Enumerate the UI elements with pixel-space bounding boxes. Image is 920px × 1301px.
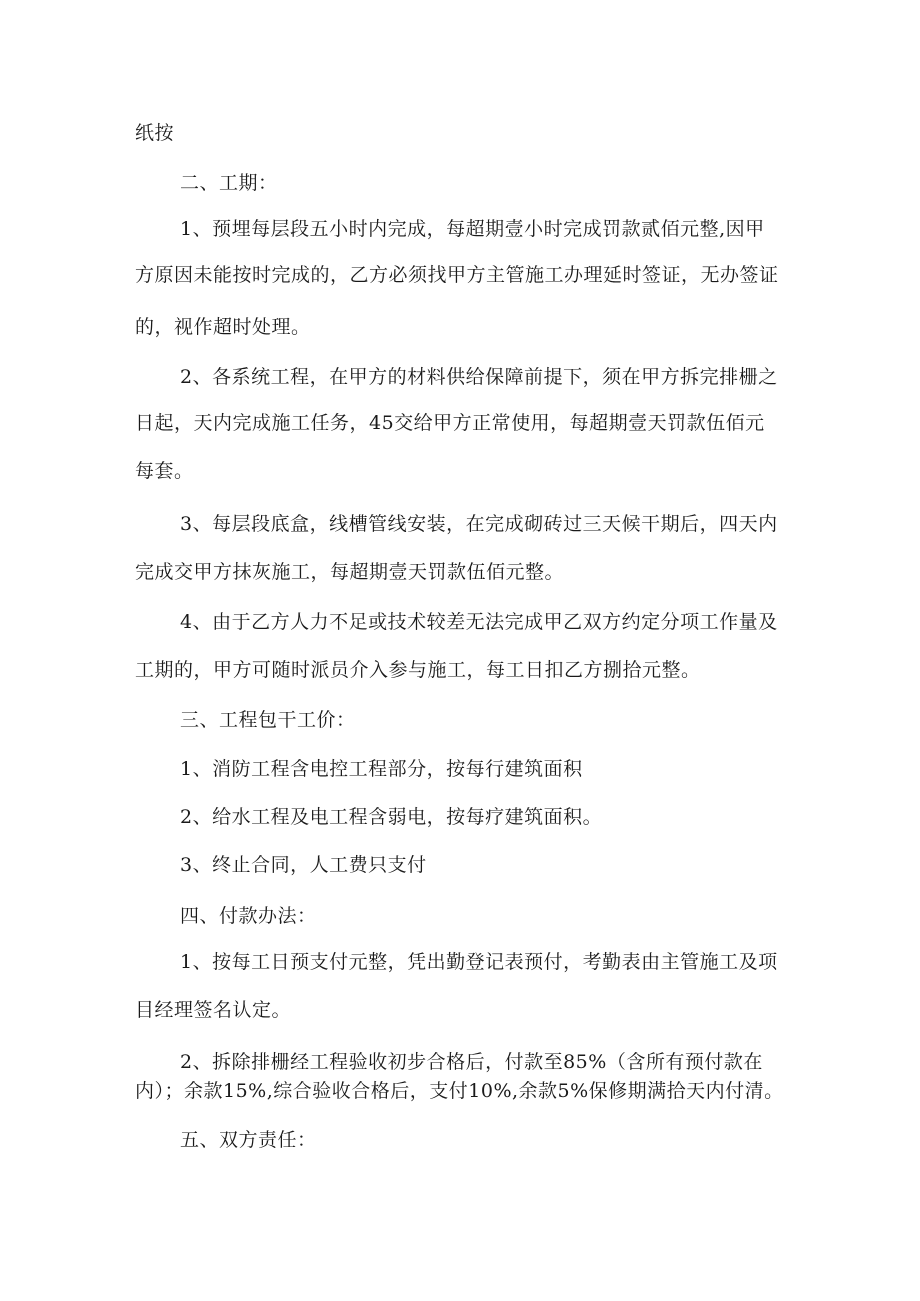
text-line: 目经理签名认定。	[135, 999, 292, 1021]
text-line: 工期的，甲方可随时派员介入参与施工，每工日扣乙方捌拾元整。	[135, 659, 701, 681]
text-line: 1、消防工程含电控工程部分，按每行建筑面积	[180, 758, 583, 780]
text-line: 2、各系统工程，在甲方的材料供给保障前提下，须在甲方拆完排栅之	[180, 366, 778, 388]
text-line: 3、终止合同，人工费只支付	[180, 854, 427, 876]
text-line: 的，视作超时处理。	[135, 316, 311, 338]
text-line: 2、拆除排栅经工程验收初步合格后，付款至85%（含所有预付款在	[180, 1051, 763, 1073]
text-line: 每套。	[135, 460, 194, 482]
text-line: 日起，天内完成施工任务，45交给甲方正常使用，每超期壹天罚款伍佰元	[135, 412, 765, 434]
section-heading-schedule: 二、工期：	[180, 172, 278, 194]
text-line: 完成交甲方抹灰施工，每超期壹天罚款伍佰元整。	[135, 561, 565, 583]
text-line: 1、预埋每层段五小时内完成，每超期壹小时完成罚款贰佰元整,因甲	[180, 218, 765, 240]
text-line: 纸按	[135, 122, 175, 144]
text-line: 内）；余款15%,综合验收合格后，支付10%,余款5%保修期满拾天内付清。	[135, 1080, 784, 1102]
text-line: 3、每层段底盒，线槽管线安装，在完成砌砖过三天候干期后，四天内	[180, 513, 778, 535]
text-line: 4、由于乙方人力不足或技术较差无法完成甲乙双方约定分项工作量及	[180, 611, 778, 633]
section-heading-payment: 四、付款办法：	[180, 905, 317, 927]
section-heading-pricing: 三、工程包干工价：	[180, 709, 356, 731]
text-line: 方原因未能按时完成的，乙方必须找甲方主管施工办理延时签证，无办签证	[135, 264, 779, 286]
text-line: 1、按每工日预支付元整，凭出勤登记表预付，考勤表由主管施工及项	[180, 951, 778, 973]
section-heading-responsibilities: 五、双方责任：	[180, 1129, 317, 1151]
text-line: 2、给水工程及电工程含弱电，按每疗建筑面积。	[180, 806, 603, 828]
